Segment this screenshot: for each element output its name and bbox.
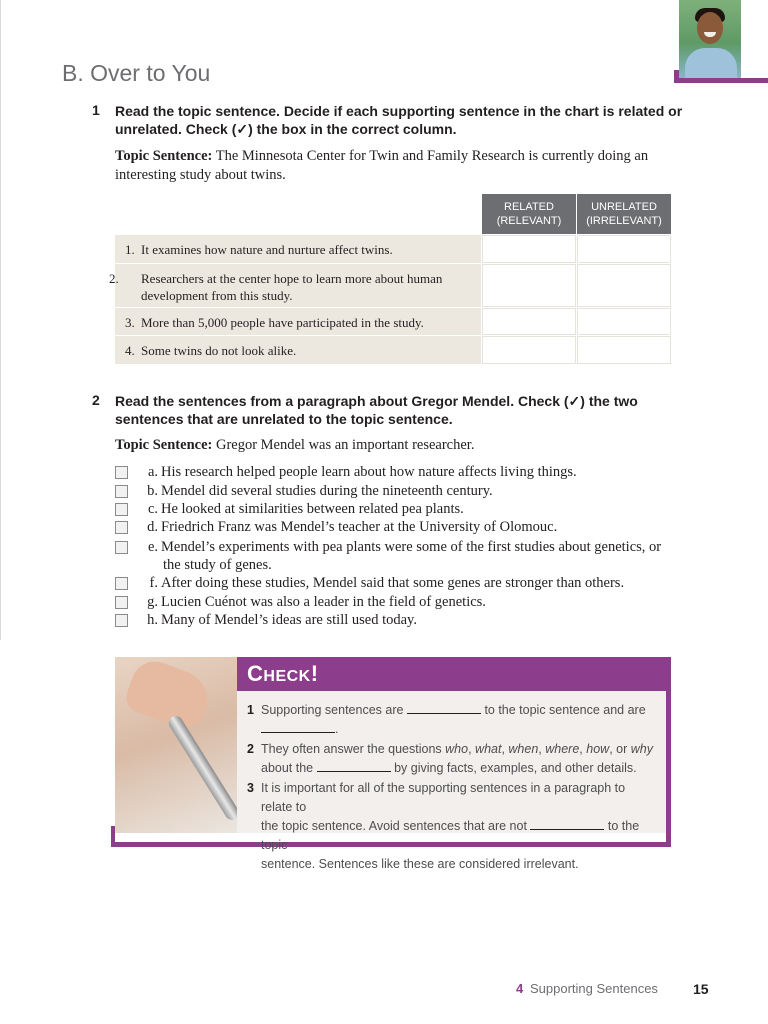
question-word: when	[508, 742, 539, 756]
option-checkbox[interactable]	[115, 596, 128, 609]
row-statement	[115, 308, 481, 335]
check-text: the topic sentence. Avoid sentences that are not	[261, 819, 527, 833]
photo-accent-bar	[674, 78, 768, 83]
pen-writing-photo	[115, 657, 237, 833]
option-checkbox[interactable]	[115, 503, 128, 516]
table-row	[115, 235, 671, 263]
row-statement	[115, 336, 481, 364]
unrelated-column-header	[577, 194, 671, 234]
question-1-number: 1	[92, 102, 100, 118]
unrelated-checkbox[interactable]	[577, 264, 671, 307]
row-number: 4.	[125, 343, 135, 358]
option-text: His research helped people learn about how nature affects living things.	[161, 464, 577, 480]
row-number: 1.	[125, 242, 135, 257]
question-word: what	[475, 742, 502, 756]
unrelated-checkbox[interactable]	[577, 308, 671, 335]
unrelated-checkbox[interactable]	[577, 336, 671, 364]
check-item-number: 1	[247, 703, 254, 717]
option-checkbox[interactable]	[115, 521, 128, 534]
question-word: where	[545, 742, 580, 756]
question-2-instruction-line1: Read the sentences from a paragraph about Gregor Mendel. Check (✓) the two	[115, 393, 638, 409]
photo-shirt	[685, 48, 737, 78]
option-text	[161, 538, 681, 574]
row-number: 2.	[109, 271, 119, 286]
check-item-3	[247, 779, 657, 874]
row-text-line2: development from this study.	[141, 288, 293, 303]
row-statement	[109, 264, 481, 307]
row-text: More than 5,000 people have participated in the study.	[141, 315, 424, 330]
check-border-right	[666, 657, 671, 847]
related-header-line1: RELATED	[504, 201, 554, 213]
option-letter: e.	[147, 539, 158, 555]
check-text: They often answer the questions	[261, 742, 442, 756]
row-text: It examines how nature and nurture affect twins.	[141, 242, 393, 257]
unrelated-checkbox[interactable]	[577, 235, 671, 263]
option-checkbox[interactable]	[115, 614, 128, 627]
question-2-instruction-line2: sentences that are unrelated to the topic sentence.	[115, 411, 453, 427]
page-edge-rule	[0, 0, 1, 640]
row-number: 3.	[125, 315, 135, 330]
question-1-topic	[115, 147, 648, 185]
check-item-2: 2 They often answer the questions who, what, when, where, how, or why about the by giving facts, examples, and other details.	[247, 742, 653, 775]
option-text-line1: Mendel’s experiments with pea plants were some of the first studies about genetics, or	[161, 539, 662, 555]
option-letter: c.	[147, 501, 158, 517]
check-title-initial: C	[247, 661, 264, 686]
page-number: 15	[693, 981, 709, 997]
question-2-topic	[115, 436, 474, 455]
topic-label: Topic Sentence:	[115, 148, 213, 164]
topic-label: Topic Sentence:	[115, 437, 213, 453]
check-item-number: 2	[247, 742, 254, 756]
student-photo	[679, 0, 741, 78]
topic-text-line1: The Minnesota Center for Twin and Family Research is currently doing an	[215, 148, 649, 164]
fill-in-blank[interactable]	[530, 818, 604, 830]
table-row	[109, 264, 671, 307]
option-letter: g.	[147, 594, 158, 610]
question-word: who	[445, 742, 469, 756]
fill-in-blank[interactable]	[407, 702, 481, 714]
option-text-line2: the study of genes.	[163, 557, 272, 573]
option-letter: d.	[147, 519, 158, 535]
check-text: to the topic	[261, 819, 640, 852]
pen-icon	[166, 713, 237, 822]
option-checkbox[interactable]	[115, 541, 128, 554]
photo-face	[697, 12, 723, 44]
option-checkbox[interactable]	[115, 466, 128, 479]
related-checkbox[interactable]	[482, 235, 576, 263]
question-1-instruction-line2: unrelated. Check (✓) the box in the correct column.	[115, 121, 457, 137]
topic-text: Gregor Mendel was an important researcher.	[215, 437, 475, 453]
option-checkbox[interactable]	[115, 485, 128, 498]
option-letter: h.	[147, 612, 158, 628]
chapter-title: Supporting Sentences	[530, 981, 658, 996]
related-checkbox[interactable]	[482, 336, 576, 364]
check-text: about the	[261, 761, 314, 775]
row-text: Some twins do not look alike.	[141, 343, 297, 358]
fill-in-blank[interactable]	[261, 721, 335, 733]
related-header-line2: (RELEVANT)	[496, 215, 562, 227]
row-text: Researchers at the center hope to learn more about human	[141, 271, 443, 286]
unrelated-header-line2: (IRRELEVANT)	[586, 215, 662, 227]
check-title	[247, 661, 319, 687]
check-border-left	[111, 826, 115, 847]
check-title-rest: HECK	[263, 668, 311, 685]
check-text: or	[616, 742, 628, 756]
topic-text-line2: interesting study about twins.	[115, 167, 286, 183]
related-column-header	[482, 194, 576, 234]
check-text: to the topic sentence and are	[484, 703, 646, 717]
check-text: It is important for all of the supporting sentences in a paragraph to relate to	[261, 781, 626, 814]
question-1-instruction	[115, 102, 682, 138]
check-text: by giving facts, examples, and other details.	[394, 761, 637, 775]
row-statement	[115, 235, 481, 263]
option-text: Many of Mendel’s ideas are still used today.	[161, 612, 417, 628]
option-letter: a.	[147, 464, 158, 480]
related-checkbox[interactable]	[482, 264, 576, 307]
fill-in-blank[interactable]	[317, 760, 391, 772]
question-word: why	[630, 742, 653, 756]
related-checkbox[interactable]	[482, 308, 576, 335]
option-checkbox[interactable]	[115, 577, 128, 590]
photo-accent-bar-vertical	[674, 70, 679, 83]
check-item-number: 3	[247, 781, 254, 795]
option-letter: f.	[149, 575, 158, 591]
option-text: Mendel did several studies during the nineteenth century.	[161, 483, 493, 499]
unrelated-header-line1: UNRELATED	[591, 201, 657, 213]
check-text: Supporting sentences are	[261, 703, 404, 717]
check-title-exclamation: !	[310, 661, 319, 686]
question-word: how	[586, 742, 610, 756]
question-1-instruction-line1: Read the topic sentence. Decide if each supporting sentence in the chart is related or	[115, 103, 683, 119]
check-item-1	[247, 701, 657, 739]
option-text: Lucien Cuénot was also a leader in the field of genetics.	[161, 594, 486, 610]
question-2-instruction	[115, 392, 638, 428]
option-letter: b.	[147, 483, 158, 499]
check-text: sentence. Sentences like these are considered irrelevant.	[261, 857, 579, 871]
option-text: After doing these studies, Mendel said that some genes are stronger than others.	[161, 575, 625, 591]
option-text: Friedrich Franz was Mendel’s teacher at the University of Olomouc.	[161, 519, 558, 535]
check-text: .	[335, 722, 339, 736]
table-row	[115, 308, 671, 335]
section-title: B. Over to You	[62, 60, 211, 86]
option-text: He looked at similarities between related pea plants.	[161, 501, 464, 517]
table-row	[115, 336, 671, 364]
question-2-number: 2	[92, 392, 100, 408]
chapter-number: 4	[516, 981, 524, 996]
